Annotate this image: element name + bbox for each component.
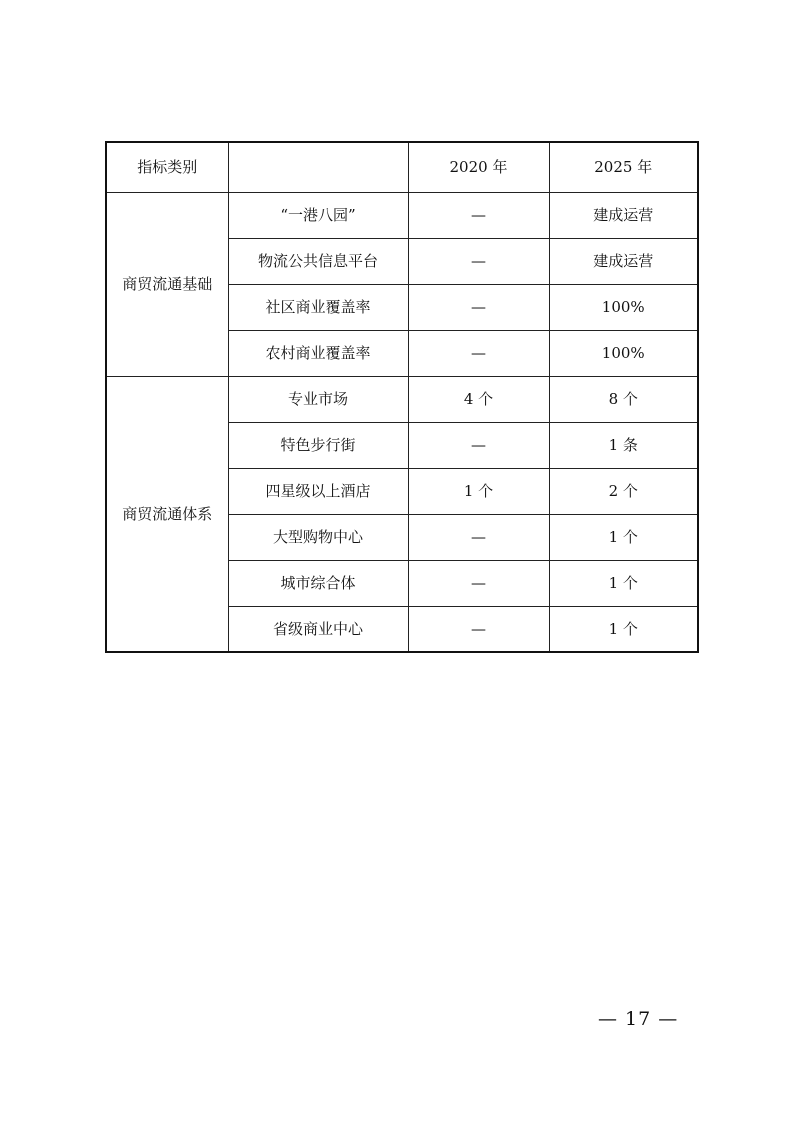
item-cell: “一港八园”: [228, 192, 408, 238]
item-cell: 大型购物中心: [228, 514, 408, 560]
value-2020-cell: —: [408, 192, 549, 238]
value-2020-cell: —: [408, 560, 549, 606]
value-2020-cell: —: [408, 238, 549, 284]
value-2025-cell: 8 个: [549, 376, 698, 422]
value-2020-cell: —: [408, 514, 549, 560]
table-header-row: [106, 142, 698, 192]
header-category: 指标类别: [106, 142, 228, 192]
value-2025-cell: 1 个: [549, 560, 698, 606]
value-2020-cell: 1 个: [408, 468, 549, 514]
value-2025-cell: 建成运营: [549, 192, 698, 238]
item-cell: 社区商业覆盖率: [228, 284, 408, 330]
item-cell: 城市综合体: [228, 560, 408, 606]
header-item: [228, 142, 408, 192]
table-row: [106, 192, 698, 238]
indicator-table: [105, 141, 699, 653]
table-row: [106, 376, 698, 422]
value-2025-cell: 1 条: [549, 422, 698, 468]
category-cell: 商贸流通基础: [106, 192, 228, 376]
item-cell: 省级商业中心: [228, 606, 408, 652]
item-cell: 农村商业覆盖率: [228, 330, 408, 376]
value-2025-cell: 100%: [549, 284, 698, 330]
category-cell: 商贸流通体系: [106, 376, 228, 652]
header-2025: 2025 年: [549, 142, 698, 192]
value-2025-cell: 2 个: [549, 468, 698, 514]
value-2025-cell: 1 个: [549, 514, 698, 560]
item-cell: 专业市场: [228, 376, 408, 422]
value-2020-cell: —: [408, 284, 549, 330]
page-number: — 17 —: [598, 1008, 679, 1030]
value-2020-cell: 4 个: [408, 376, 549, 422]
value-2020-cell: —: [408, 422, 549, 468]
value-2025-cell: 1 个: [549, 606, 698, 652]
item-cell: 物流公共信息平台: [228, 238, 408, 284]
value-2025-cell: 建成运营: [549, 238, 698, 284]
value-2020-cell: —: [408, 330, 549, 376]
header-2020: 2020 年: [408, 142, 549, 192]
value-2025-cell: 100%: [549, 330, 698, 376]
item-cell: 四星级以上酒店: [228, 468, 408, 514]
item-cell: 特色步行街: [228, 422, 408, 468]
value-2020-cell: —: [408, 606, 549, 652]
